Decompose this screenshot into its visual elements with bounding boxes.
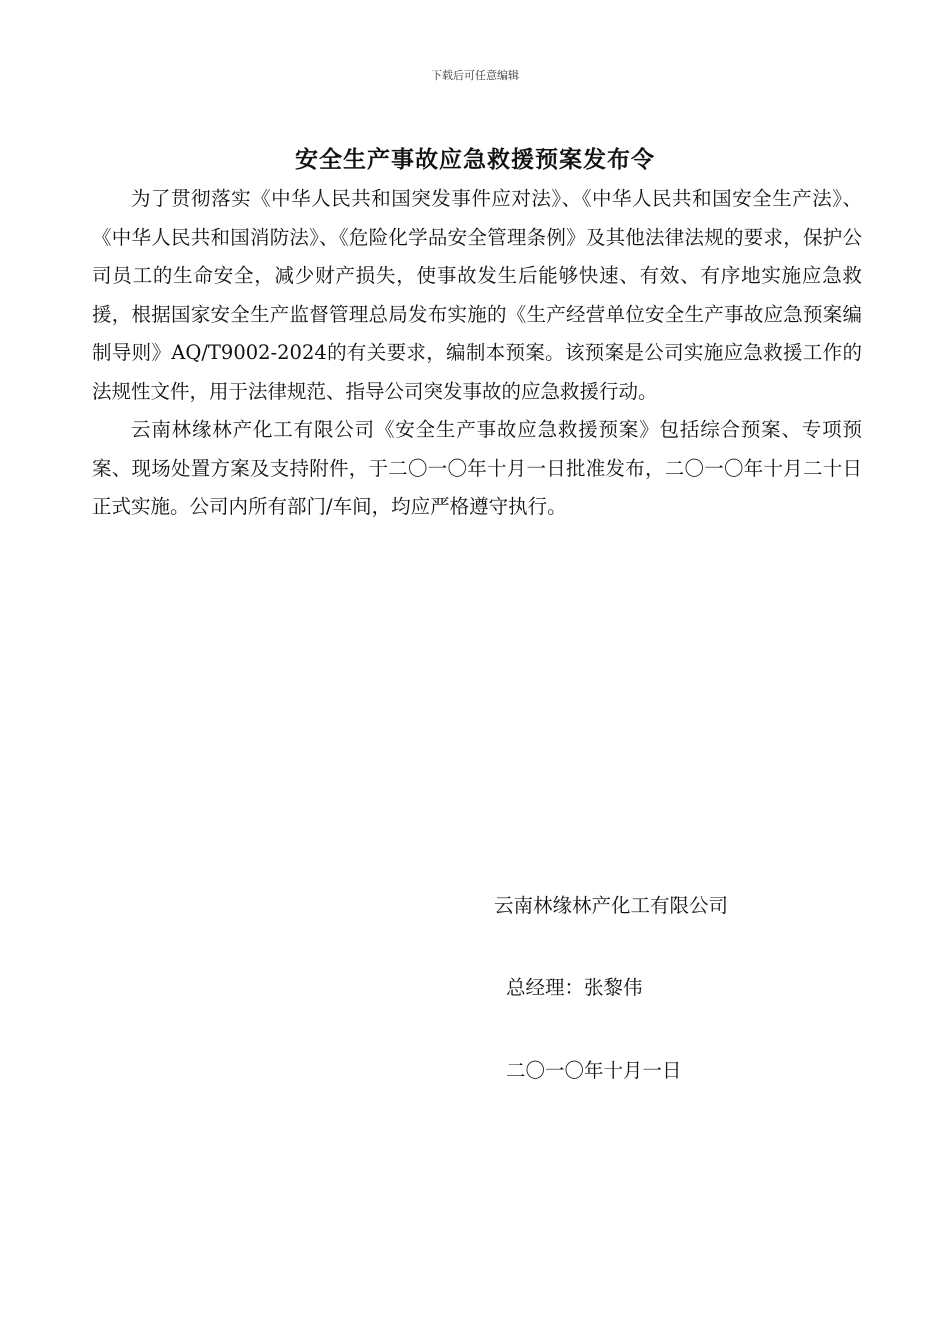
signature-date: 二〇一〇年十月一日 [506,1059,682,1082]
paragraph-2: 云南林缘林产化工有限公司《安全生产事故应急救援预案》包括综合预案、专项预案、现场处置方案及支持附件，于二〇一〇年十月一日批准发布，二〇一〇年十月二十日正式实施。公司内所有部门/车间，均应严格遵守执行。 [92,418,862,518]
paragraph-1: 为了贯彻落实《中华人民共和国突发事件应对法》、《中华人民共和国安全生产法》、《中华人民共和国消防法》、《危险化学品安全管理条例》及其他法律法规的要求，保护公司员工的生命安全，减少财产损失，使事故发生后能够快速、有效、有序地实施应急救援，根据国家安全生产监督管理总局发布实施的《生产经营单位安全生产事故应急预案编制导则》AQ/T9002-2024的有关要求，编制本预案。该预案是公司实施应急救援工作的法规性文件，用于法律规范、指导公司突发事故的应急救援行动。 [92,187,862,403]
document-title: 安全生产事故应急救援预案发布令 [295,146,655,173]
document-body [92,180,862,527]
header-note: 下载后可任意编辑 [431,69,519,82]
signature-company: 云南林缘林产化工有限公司 [494,894,729,917]
signature-manager: 总经理：张黎伟 [506,976,643,999]
